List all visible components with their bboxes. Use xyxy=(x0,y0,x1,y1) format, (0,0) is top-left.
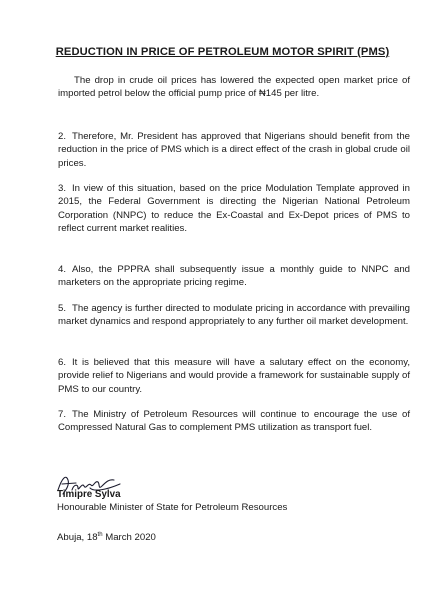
document-title: REDUCTION IN PRICE OF PETROLEUM MOTOR SPIRIT (PMS) xyxy=(55,46,390,58)
date-place-day: Abuja, 18 xyxy=(57,532,98,544)
paragraph-7 xyxy=(58,408,410,435)
paragraph-5-text: The agency is further directed to modulate pricing in accordance with prevailing market dynamics and respond appropriately to any further oil market development. xyxy=(58,303,410,328)
paragraph-4 xyxy=(58,263,410,290)
paragraph-1-text: The drop in crude oil prices has lowered the expected open market price of imported petrol below the official pump price of ₦145 per litre. xyxy=(58,75,410,100)
signer-name: Timipre Sylva xyxy=(57,489,121,500)
paragraph-4-text: Also, the PPPRA shall subsequently issue a monthly guide to NNPC and marketers on the appropriate pricing regime. xyxy=(58,264,410,289)
paragraph-3-text: In view of this situation, based on the price Modulation Template approved in 2015, the Federal Government is directing the Nigerian National Petroleum Corporation (NNPC) to reduce the Ex-Coastal and Ex-Depot prices of PMS to reflect current market realities. xyxy=(58,183,410,235)
paragraph-6-number: 6. xyxy=(58,357,67,368)
paragraph-1 xyxy=(58,74,410,101)
paragraph-7-number: 7. xyxy=(58,409,67,420)
paragraph-2-number: 2. xyxy=(58,131,67,142)
paragraph-3 xyxy=(58,182,410,236)
date-ordinal: th xyxy=(97,532,103,538)
paragraph-5 xyxy=(58,302,410,329)
paragraph-4-number: 4. xyxy=(58,264,67,275)
paragraph-3-number: 3. xyxy=(58,183,67,194)
paragraph-2 xyxy=(58,130,410,170)
signer-title: Honourable Minister of State for Petroleum Resources xyxy=(57,502,288,513)
paragraph-6-text: It is believed that this measure will have a salutary effect on the economy, provide relief to Nigerians and would provide a framework for sustainable supply of PMS to our country. xyxy=(58,357,410,395)
paragraph-7-text: The Ministry of Petroleum Resources will continue to encourage the use of Compressed Natural Gas to complement PMS utilization as transport fuel. xyxy=(58,409,410,434)
paragraph-6 xyxy=(58,356,410,396)
paragraph-5-number: 5. xyxy=(58,303,67,314)
document-date xyxy=(57,532,156,543)
paragraph-2-text: Therefore, Mr. President has approved that Nigerians should benefit from the reduction in the price of PMS which is a direct effect of the crash in global crude oil prices. xyxy=(58,131,410,169)
date-month-year: March 2020 xyxy=(102,532,156,544)
